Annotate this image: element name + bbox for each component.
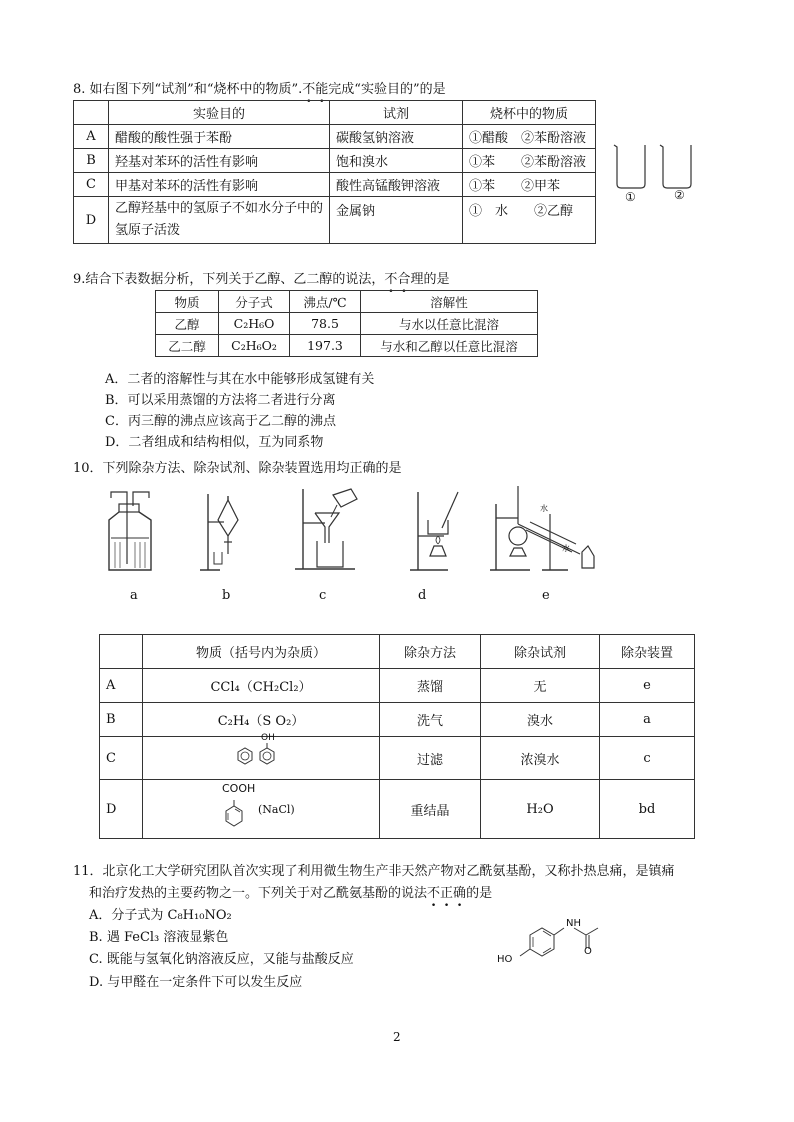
apparatus-label-d: d xyxy=(418,588,427,603)
q11-option-b: B. 遇 FeCl₃ 溶液显紫色 xyxy=(89,930,229,945)
apparatus-label-b: b xyxy=(222,588,231,603)
beaker-1-shape xyxy=(614,145,645,188)
table-row: C 过滤 浓溴水 c xyxy=(100,737,695,780)
q9-header-row: 物质 分子式 沸点/℃ 溶解性 xyxy=(156,291,538,313)
table-row: 乙二醇 C₂H₆O₂ 197.3 与水和乙醇以任意比混溶 xyxy=(156,335,538,357)
q9-option-b: B．可以采用蒸馏的方法将二者进行分离 xyxy=(105,393,336,408)
struct-o-label: O xyxy=(584,946,592,957)
q8-table xyxy=(73,100,596,244)
struct-benzene-phenol xyxy=(228,738,288,778)
apparatus-c xyxy=(295,487,370,572)
q9-title: 9.结合下表数据分析，下列关于乙醇、乙二醇的说法，不合理的是 xyxy=(73,272,450,287)
water-out-label: 水 xyxy=(562,544,570,553)
page-number: 2 xyxy=(393,1030,401,1044)
table-row: A CCl₄（CH₂Cl₂） 蒸馏 无 e xyxy=(100,669,695,703)
apparatus-label-a: a xyxy=(130,588,138,603)
q10-table xyxy=(99,634,695,839)
apparatus-label-e: e xyxy=(542,588,550,603)
table-row: A 醋酸的酸性强于苯酚 碳酸氢钠溶液 ①醋酸 ②苯酚溶液 xyxy=(74,125,596,149)
q8-header-row: 实验目的 试剂 烧杯中的物质 xyxy=(74,101,596,125)
struct-ho-label: HO xyxy=(497,954,513,965)
q10-header-row: 物质（括号内为杂质） 除杂方法 除杂试剂 除杂装置 xyxy=(100,635,695,669)
q9-option-d: D．二者组成和结构相似，互为同系物 xyxy=(105,435,324,450)
table-row: D 重结晶 H₂O bd xyxy=(100,780,695,839)
beaker-label-2: ② xyxy=(674,188,685,202)
q9-option-c: C．丙三醇的沸点应该高于乙二醇的沸点 xyxy=(105,414,336,429)
apparatus-label-c: c xyxy=(319,588,327,603)
q11-option-c: C. 既能与氢氧化钠溶液反应，又能与盐酸反应 xyxy=(89,952,354,967)
table-row: D 乙醇羟基中的氢原子不如水分子中的氢原子活泼 金属钠 ① 水 ②乙醇 xyxy=(74,197,596,244)
q8-title: 8. 如右图下列“试剂”和“烧杯中的物质”.不能完成“实验目的”的是 xyxy=(73,82,446,97)
struct-benzoic-acid xyxy=(220,795,260,835)
q10-title: 10．下列除杂方法、除杂试剂、除杂装置选用均正确的是 xyxy=(73,461,402,476)
apparatus-e xyxy=(490,484,605,574)
q9-table xyxy=(155,290,538,357)
apparatus-a xyxy=(105,492,155,572)
struct-nh-label: NH xyxy=(566,918,582,929)
struct-d-cooh-label: COOH xyxy=(222,782,256,795)
struct-d-impurity-label: (NaCl) xyxy=(258,803,295,816)
q11-title-line2: 和治疗发热的主要药物之一。下列关于对乙酰氨基酚的说法不正确的是 xyxy=(89,886,493,901)
table-row: C 甲基对苯环的活性有影响 酸性高锰酸钾溶液 ①苯 ②甲苯 xyxy=(74,173,596,197)
q11-option-a: A．分子式为 C₈H₁₀NO₂ xyxy=(89,908,232,923)
beaker-2-shape xyxy=(660,145,691,188)
struct-c-oh-label: OH xyxy=(261,733,275,743)
table-row: 乙醇 C₂H₆O 78.5 与水以任意比混溶 xyxy=(156,313,538,335)
q11-option-d: D. 与甲醛在一定条件下可以发生反应 xyxy=(89,975,303,990)
apparatus-d xyxy=(408,490,468,572)
table-row: B C₂H₄（S O₂） 洗气 溴水 a xyxy=(100,703,695,737)
table-row: B 羟基对苯环的活性有影响 饱和溴水 ①苯 ②苯酚溶液 xyxy=(74,149,596,173)
apparatus-b xyxy=(198,492,248,572)
beaker-label-1: ① xyxy=(625,190,636,204)
q9-option-a: A．二者的溶解性与其在水中能够形成氢键有关 xyxy=(105,372,375,387)
q11-title-line1: 11．北京化工大学研究团队首次实现了利用微生物生产非天然产物对乙酰氨基酚，又称扑热息痛，是镇痛 xyxy=(73,864,675,879)
water-in-label: 水 xyxy=(540,504,548,513)
